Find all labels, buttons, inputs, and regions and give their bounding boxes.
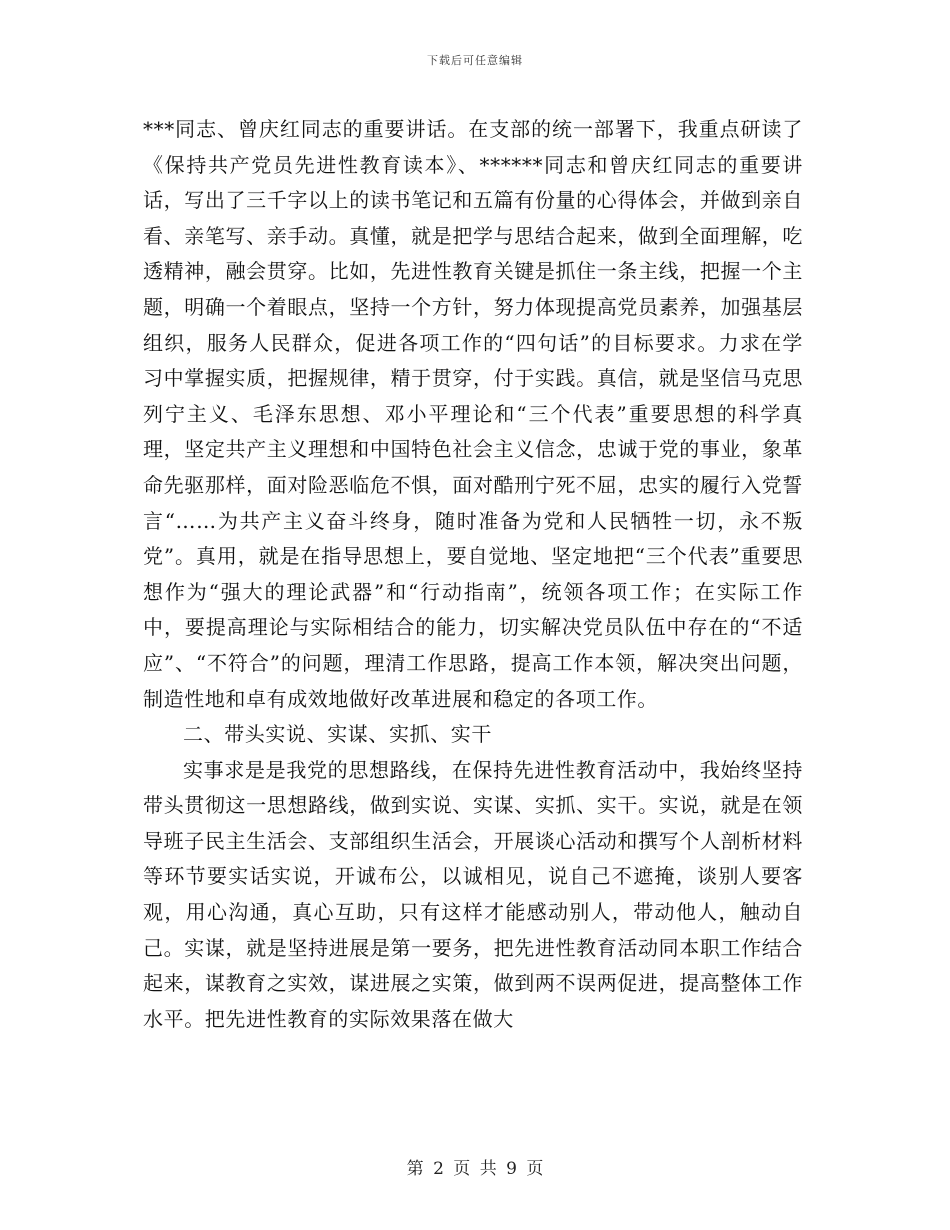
paragraph-continued: ***同志、曾庆红同志的重要讲话。在支部的统一部署下，我重点研读了《保持共产党员先进性教育读本》、******同志和曾庆红同志的重要讲话，写出了三千字以上的读书笔记和五篇有份量的心得体会，并做到亲自看、亲笔写、亲手动。真懂，就是把学与思结合起来，做到全面理解，吃透精神，融会贯穿。比如，先进性教育关键是抓住一条主线，把握一个主题，明确一个着眼点，坚持一个方针，努力体现提高党员素养，加强基层组织，服务人民群众，促进各项工作的“四句话”的目标要求。力求在学习中掌握实质，把握规律，精于贯穿，付于实践。真信，就是坚信马克思列宁主义、毛泽东思想、邓小平理论和“三个代表”重要思想的科学真理，坚定共产主义理想和中国特色社会主义信念，忠诚于党的事业，象革命先驱那样，面对险恶临危不惧，面对酷刑宁死不屈，忠实的履行入党誓言“……为共产主义奋斗终身，随时准备为党和人民牺牲一切，永不叛党”。真用，就是在指导思想上，要自觉地、坚定地把“三个代表”重要思想作为“强大的理论武器”和“行动指南”，统领各项工作；在实际工作中，要提高理论与实际相结合的能力，切实解决党员队伍中存在的“不适应”、“不符合”的问题，理清工作思路，提高工作本领，解决突出问题，制造性地和卓有成效地做好改革进展和稳定的各项工作。 xyxy=(143,117,803,711)
paragraph: 实事求是是我党的思想路线，在保持先进性教育活动中，我始终坚持带头贯彻这一思想路线，做到实说、实谋、实抓、实干。实说，就是在领导班子民主生活会、支部组织生活会，开展谈心活动和撰写个人剖析材料等环节要实话实说，开诚布公，以诚相见，说自己不遮掩，谈别人要客观，用心沟通，真心互助，只有这样才能感动别人，带动他人，触动自己。实谋，就是坚持进展是第一要务，把先进性教育活动同本职工作结合起来，谋教育之实效，谋进展之实策，做到两不误两促进，提高整体工作水平。把先进性教育的实际效果落在做大 xyxy=(143,757,803,1031)
section-heading: 二、带头实说、实谋、实抓、实干 xyxy=(183,722,492,747)
page-header-note: 下载后可任意编辑 xyxy=(427,54,523,67)
page-number: 第 2 页 共 9 页 xyxy=(406,1159,544,1179)
document-body xyxy=(143,112,803,1037)
